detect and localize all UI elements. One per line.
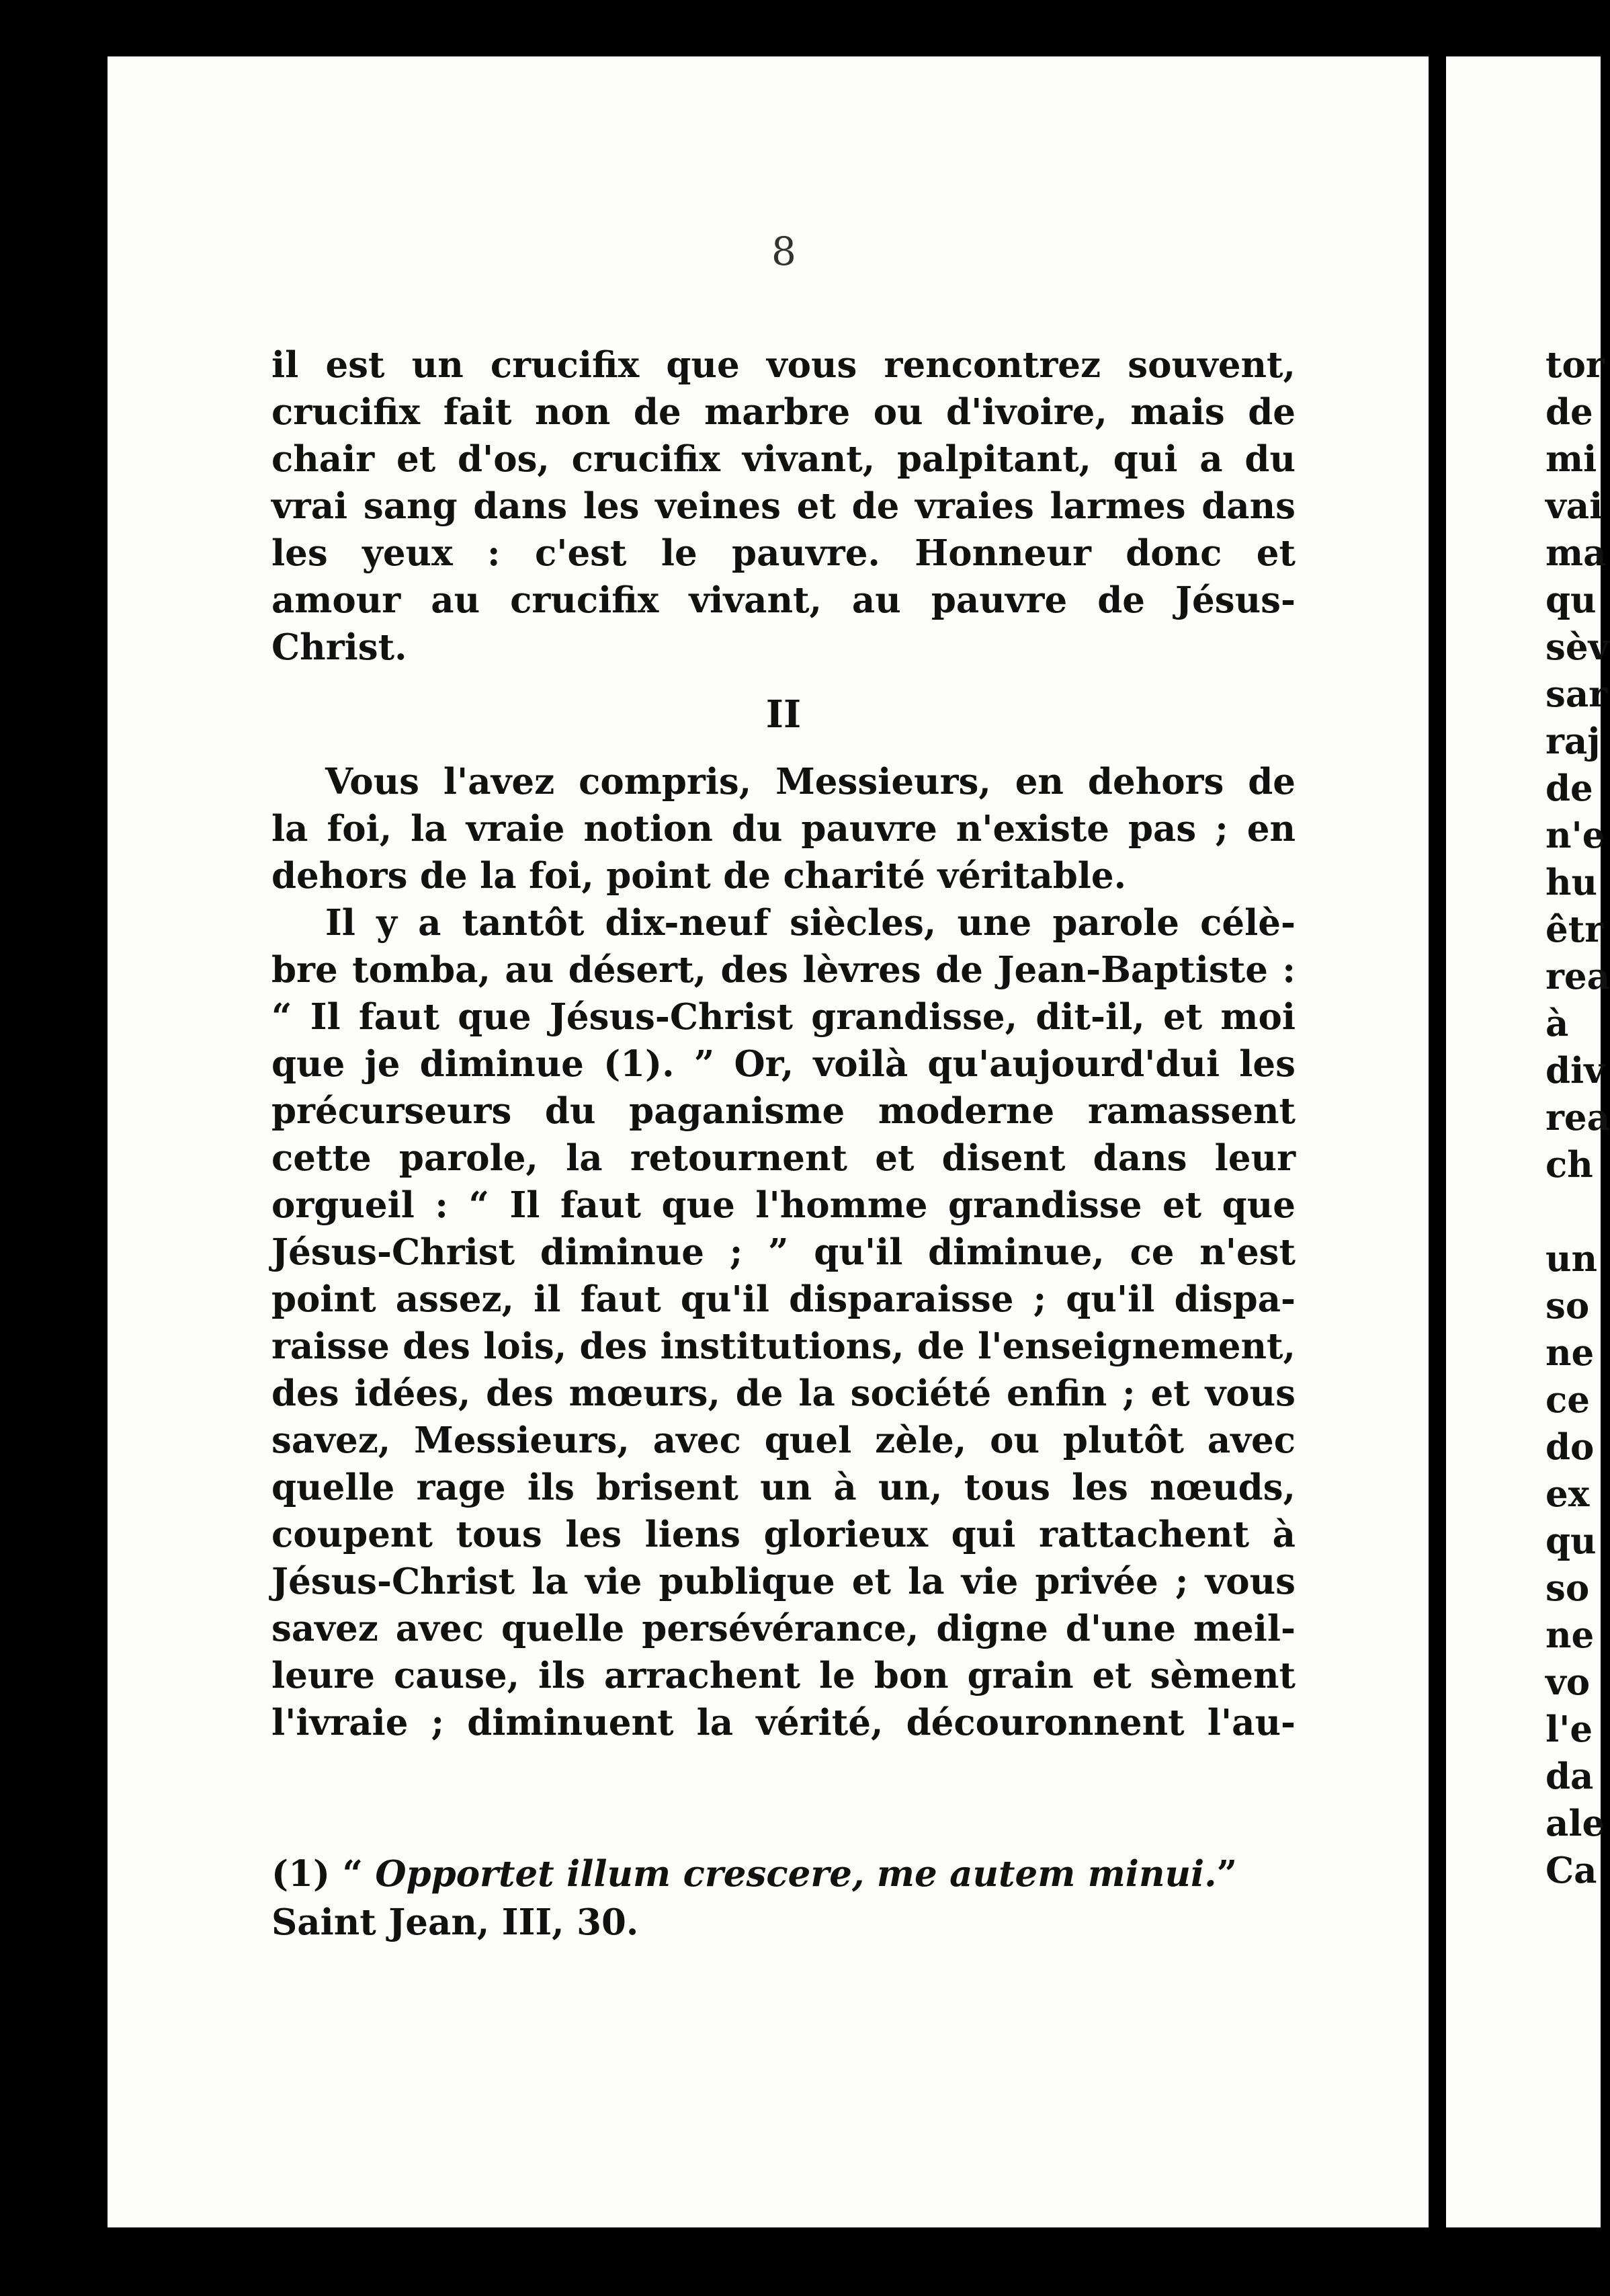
fragment: hu xyxy=(1545,862,1598,903)
fragment: tor xyxy=(1545,344,1605,386)
fragment: rea xyxy=(1545,1097,1610,1139)
fragment: vai xyxy=(1545,485,1603,527)
fragment: raj xyxy=(1545,721,1601,762)
fragment: de xyxy=(1545,768,1593,809)
text-line: leure cause, ils arrachent le bon grain et sèment xyxy=(271,1655,1296,1696)
text-line: Jésus-Christ la vie publique et la vie privée ; vous xyxy=(271,1561,1296,1602)
text-line: coupent tous les liens glorieux qui rattachent à xyxy=(271,1514,1296,1555)
fragment: n'e xyxy=(1545,815,1605,856)
text-line: Christ. xyxy=(271,626,407,668)
text-line: dehors de la foi, point de charité véritable. xyxy=(271,855,1127,897)
text-line: l'ivraie ; diminuent la vérité, découronnent l'au- xyxy=(271,1702,1296,1744)
right-page-text-fragments xyxy=(1545,341,1610,1894)
fragment: ne xyxy=(1545,1332,1595,1374)
text-line: des idées, des mœurs, de la société enfin ; et vous xyxy=(271,1372,1296,1414)
fragment: qu xyxy=(1545,579,1597,621)
text-line: savez avec quelle persévérance, digne d'une meil- xyxy=(271,1608,1296,1649)
fragment: vo xyxy=(1545,1662,1591,1703)
text-line: Il y a tantôt dix-neuf siècles, une parole célè- xyxy=(325,902,1296,944)
page-number: 8 xyxy=(771,229,796,274)
footnote-latin-quote: Opportet illum crescere, me autem minui. xyxy=(375,1853,1217,1895)
text-line: point assez, il faut qu'il disparaisse ; qu'il dispa- xyxy=(271,1278,1296,1320)
text-line: orgueil : “ Il faut que l'homme grandisse et que xyxy=(271,1184,1296,1226)
fragment: ce xyxy=(1545,1379,1590,1421)
paragraph-2 xyxy=(271,758,1296,899)
fragment: div xyxy=(1545,1050,1605,1092)
fragment: do xyxy=(1545,1426,1595,1468)
fragment: qu xyxy=(1545,1520,1597,1562)
text-line: la foi, la vraie notion du pauvre n'existe pas ; en xyxy=(271,808,1296,850)
footnote-line xyxy=(271,1850,1296,1898)
fragment: mi xyxy=(1545,438,1597,480)
fragment: sar xyxy=(1545,673,1608,715)
fragment: so xyxy=(1545,1567,1590,1609)
text-line: il est un crucifix que vous rencontrez souvent, xyxy=(271,344,1296,386)
fragment: l'e xyxy=(1545,1709,1593,1750)
text-line: précurseurs du paganisme moderne ramassent xyxy=(271,1090,1296,1132)
footnote-close-quote: ” xyxy=(1216,1853,1238,1895)
fragment: ma xyxy=(1545,532,1607,574)
fragment: un xyxy=(1545,1238,1598,1280)
text-line: chair et d'os, crucifix vivant, palpitant, qui a du xyxy=(271,438,1296,480)
footnote-reference: Saint Jean, III, 30. xyxy=(271,1901,639,1943)
text-line: les yeux : c'est le pauvre. Honneur donc et xyxy=(271,532,1296,574)
fragment: êtr xyxy=(1545,909,1604,950)
fragment: de xyxy=(1545,391,1593,433)
fragment: Ca xyxy=(1545,1850,1597,1891)
text-line: Jésus-Christ diminue ; ” qu'il diminue, ce n'est xyxy=(271,1231,1296,1273)
text-line: cette parole, la retournent et disent dans leur xyxy=(271,1137,1296,1179)
section-heading: II xyxy=(765,692,802,737)
paragraph-1 xyxy=(271,341,1296,671)
text-line: vrai sang dans les veines et de vraies larmes dans xyxy=(271,485,1296,527)
footnote xyxy=(271,1850,1296,1946)
body-text xyxy=(271,341,1296,1746)
text-line: raisse des lois, des institutions, de l'enseignement, xyxy=(271,1325,1296,1367)
text-line: quelle rage ils brisent un à un, tous les nœuds, xyxy=(271,1467,1296,1508)
footnote-marker: (1) “ xyxy=(271,1853,363,1895)
text-line: que je diminue (1). ” Or, voilà qu'aujourd'dui les xyxy=(271,1043,1296,1085)
fragment: so xyxy=(1545,1285,1590,1327)
text-line: Vous l'avez compris, Messieurs, en dehors de xyxy=(325,761,1296,803)
fragment: sèv xyxy=(1545,626,1609,668)
paragraph-3 xyxy=(271,899,1296,1746)
text-line: crucifix fait non de marbre ou d'ivoire, mais de xyxy=(271,391,1296,433)
fragment: da xyxy=(1545,1756,1594,1797)
fragment: ch xyxy=(1545,1144,1593,1186)
fragment-gap xyxy=(1545,1188,1610,1235)
text-line: amour au crucifix vivant, au pauvre de Jésus- xyxy=(271,579,1296,621)
fragment: à xyxy=(1545,1003,1569,1044)
text-line: bre tomba, au désert, des lèvres de Jean-Baptiste : xyxy=(271,949,1296,991)
fragment: ex xyxy=(1545,1473,1590,1515)
text-line: “ Il faut que Jésus-Christ grandisse, dit-il, et moi xyxy=(271,996,1296,1038)
fragment: ne xyxy=(1545,1614,1595,1656)
text-line: savez, Messieurs, avec quel zèle, ou plutôt avec xyxy=(271,1420,1296,1461)
fragment: rea xyxy=(1545,956,1610,997)
fragment: ale xyxy=(1545,1803,1605,1844)
